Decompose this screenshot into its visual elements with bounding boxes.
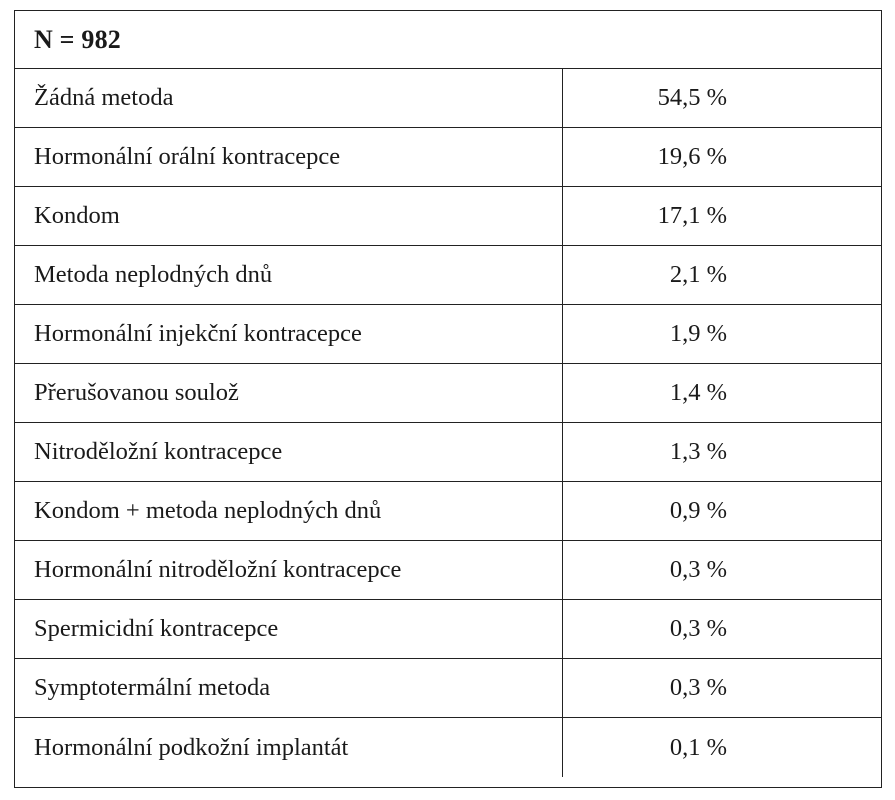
percentage-value: 2,1 % — [669, 261, 727, 288]
table-row — [15, 600, 881, 659]
method-label: Hormonální orální kontracepce — [15, 128, 563, 186]
method-label: Žádná metoda — [15, 69, 563, 127]
method-label: Hormonální nitroděložní kontracepce — [15, 541, 563, 599]
sample-size-header: N = 982 — [34, 24, 121, 54]
method-label: Kondom + metoda neplodných dnů — [15, 482, 563, 540]
method-label: Kondom — [15, 187, 563, 245]
method-label: Hormonální injekční kontracepce — [15, 305, 563, 363]
table-row — [15, 718, 881, 777]
table-row — [15, 541, 881, 600]
table-row — [15, 305, 881, 364]
percentage-value: 19,6 % — [657, 143, 727, 170]
percentage-value: 1,4 % — [669, 379, 727, 406]
table-row — [15, 187, 881, 246]
table-row — [15, 482, 881, 541]
percentage-value: 0,3 % — [669, 674, 727, 701]
method-label: Spermicidní kontracepce — [15, 600, 563, 658]
method-label: Metoda neplodných dnů — [15, 246, 563, 304]
contraception-table — [14, 10, 882, 788]
percentage-value: 17,1 % — [657, 202, 727, 229]
percentage-value: 1,3 % — [669, 438, 727, 465]
method-label: Nitroděložní kontracepce — [15, 423, 563, 481]
table-row — [15, 69, 881, 128]
table-row — [15, 128, 881, 187]
method-label: Přerušovanou soulož — [15, 364, 563, 422]
percentage-value: 54,5 % — [657, 84, 727, 111]
table-row — [15, 246, 881, 305]
percentage-value: 0,1 % — [669, 733, 727, 761]
percentage-value: 1,9 % — [669, 320, 727, 347]
percentage-value: 0,3 % — [669, 556, 727, 583]
percentage-value: 0,9 % — [669, 497, 727, 524]
table-header-row — [15, 11, 881, 69]
table-row — [15, 423, 881, 482]
table-row — [15, 659, 881, 718]
method-label: Hormonální podkožní implantát — [15, 718, 563, 777]
table-body — [15, 69, 881, 777]
method-label: Symptotermální metoda — [15, 659, 563, 717]
table-row — [15, 364, 881, 423]
percentage-value: 0,3 % — [669, 615, 727, 642]
